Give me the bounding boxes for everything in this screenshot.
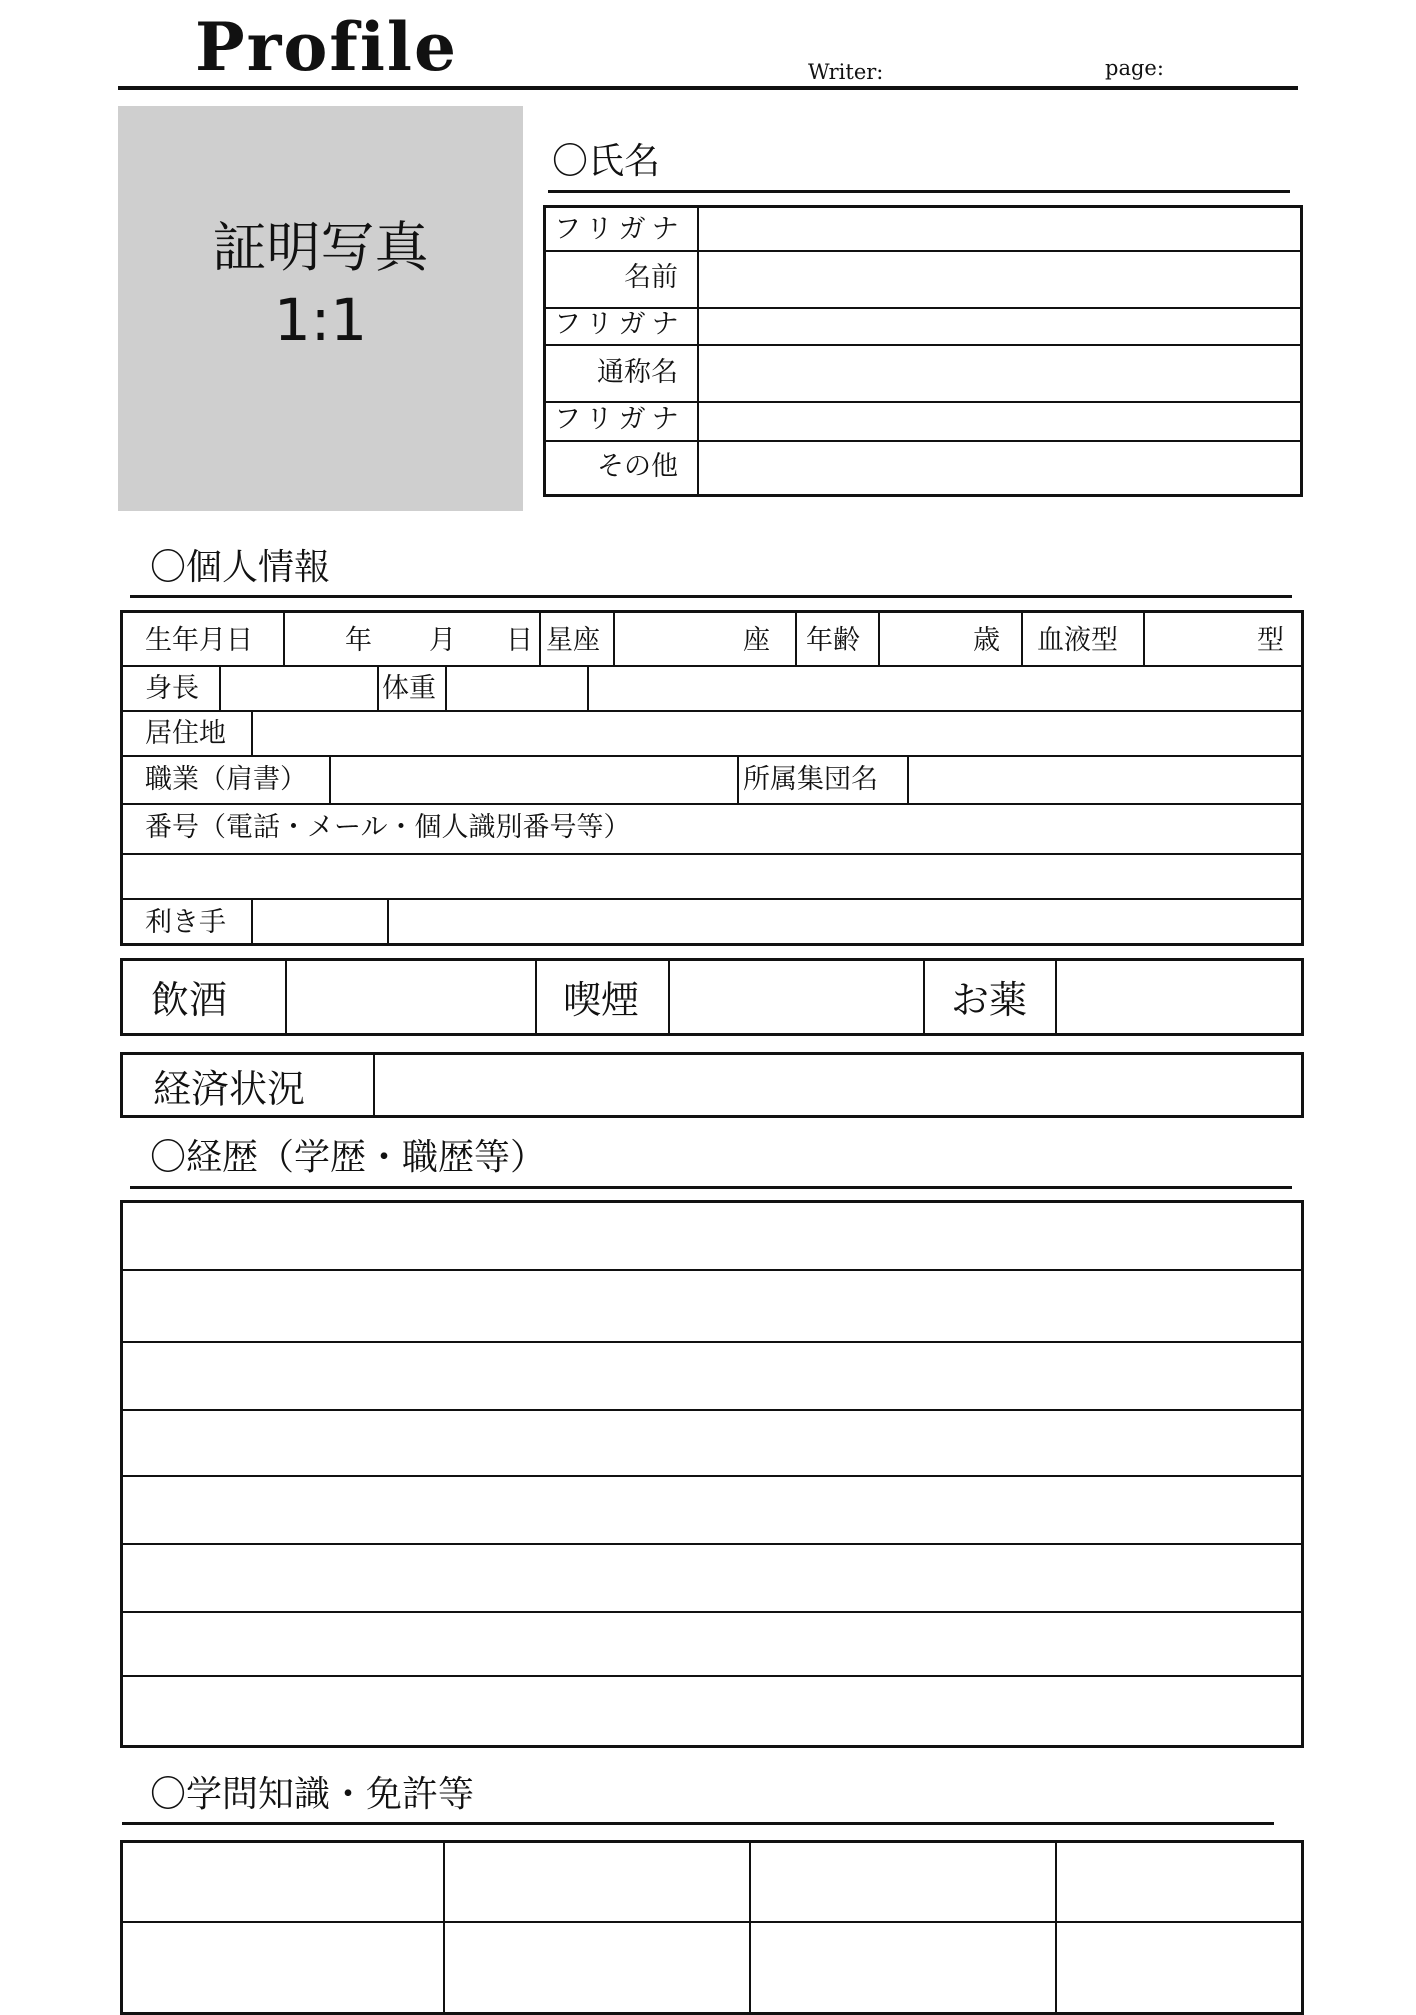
blood-type-unit: 型: [1257, 625, 1284, 656]
residence-label: 居住地: [145, 718, 226, 749]
name-row-alias: 通称名: [597, 357, 678, 388]
birthday-month-unit: 月: [429, 625, 456, 656]
dominant-hand-input[interactable]: [253, 900, 385, 944]
smoking-label: 喫煙: [563, 978, 640, 1022]
name-input-furigana-1[interactable]: [700, 208, 1300, 250]
constellation-label: 星座: [546, 625, 600, 656]
page-title: Profile: [195, 8, 458, 86]
career-section-heading: 〇経歴（学歴・職歴等）: [150, 1137, 547, 1178]
page-label: page:: [1105, 56, 1164, 80]
number-input[interactable]: [123, 855, 1301, 898]
habits-table: [120, 958, 1304, 1036]
name-input-name[interactable]: [700, 252, 1300, 307]
name-row-other: その他: [597, 451, 678, 482]
name-row-name: 名前: [624, 262, 678, 293]
age-unit: 歳: [973, 625, 1000, 656]
name-row-furigana-1: フリガナ: [554, 214, 685, 245]
personal-table: [120, 610, 1304, 946]
birthday-year-unit: 年: [345, 625, 372, 656]
knowledge-table[interactable]: [120, 1840, 1304, 2015]
smoking-input[interactable]: [670, 961, 921, 1033]
dominant-hand-label: 利き手: [145, 907, 226, 938]
personal-section-rule: [130, 595, 1292, 598]
name-input-furigana-3[interactable]: [700, 403, 1300, 440]
height-input[interactable]: [221, 667, 375, 710]
career-table[interactable]: [120, 1200, 1304, 1748]
group-input[interactable]: [909, 757, 1301, 803]
name-input-furigana-2[interactable]: [700, 309, 1300, 344]
name-table: [543, 205, 1303, 497]
residence-input[interactable]: [253, 712, 1301, 755]
writer-label: Writer:: [808, 60, 884, 84]
medicine-label: お薬: [951, 978, 1028, 1022]
height-label: 身長: [145, 673, 199, 704]
name-section-heading: 〇氏名: [552, 141, 661, 182]
occupation-input[interactable]: [331, 757, 735, 803]
economy-label: 経済状況: [153, 1067, 306, 1111]
number-label: 番号（電話・メール・個人識別番号等）: [145, 812, 631, 843]
name-input-other[interactable]: [700, 442, 1300, 494]
birthday-day-unit: 日: [506, 625, 533, 656]
age-label: 年齢: [806, 625, 860, 656]
constellation-unit: 座: [743, 625, 770, 656]
blood-type-label: 血液型: [1037, 625, 1118, 656]
name-input-alias[interactable]: [700, 346, 1300, 401]
photo-title: 証明写真: [212, 215, 429, 279]
drinking-input[interactable]: [287, 961, 533, 1033]
name-row-furigana-3: フリガナ: [554, 404, 685, 435]
birthday-label: 生年月日: [145, 625, 253, 656]
knowledge-section-rule: [122, 1822, 1274, 1825]
economy-table: [120, 1052, 1304, 1118]
weight-label: 体重: [382, 673, 436, 704]
personal-section-heading: 〇個人情報: [150, 547, 331, 588]
occupation-label: 職業（肩書）: [145, 764, 307, 795]
name-row-furigana-2: フリガナ: [554, 309, 685, 340]
header-rule: [118, 86, 1298, 90]
career-section-rule: [130, 1186, 1292, 1189]
photo-placeholder[interactable]: [118, 106, 523, 511]
weight-input[interactable]: [447, 667, 585, 710]
medicine-input[interactable]: [1057, 961, 1301, 1033]
economy-input[interactable]: [375, 1055, 1301, 1115]
drinking-label: 飲酒: [151, 978, 228, 1022]
name-section-rule: [548, 190, 1290, 193]
group-label: 所属集団名: [743, 764, 878, 795]
knowledge-section-heading: 〇学問知識・免許等: [150, 1774, 475, 1815]
photo-ratio: 1:1: [273, 286, 368, 355]
